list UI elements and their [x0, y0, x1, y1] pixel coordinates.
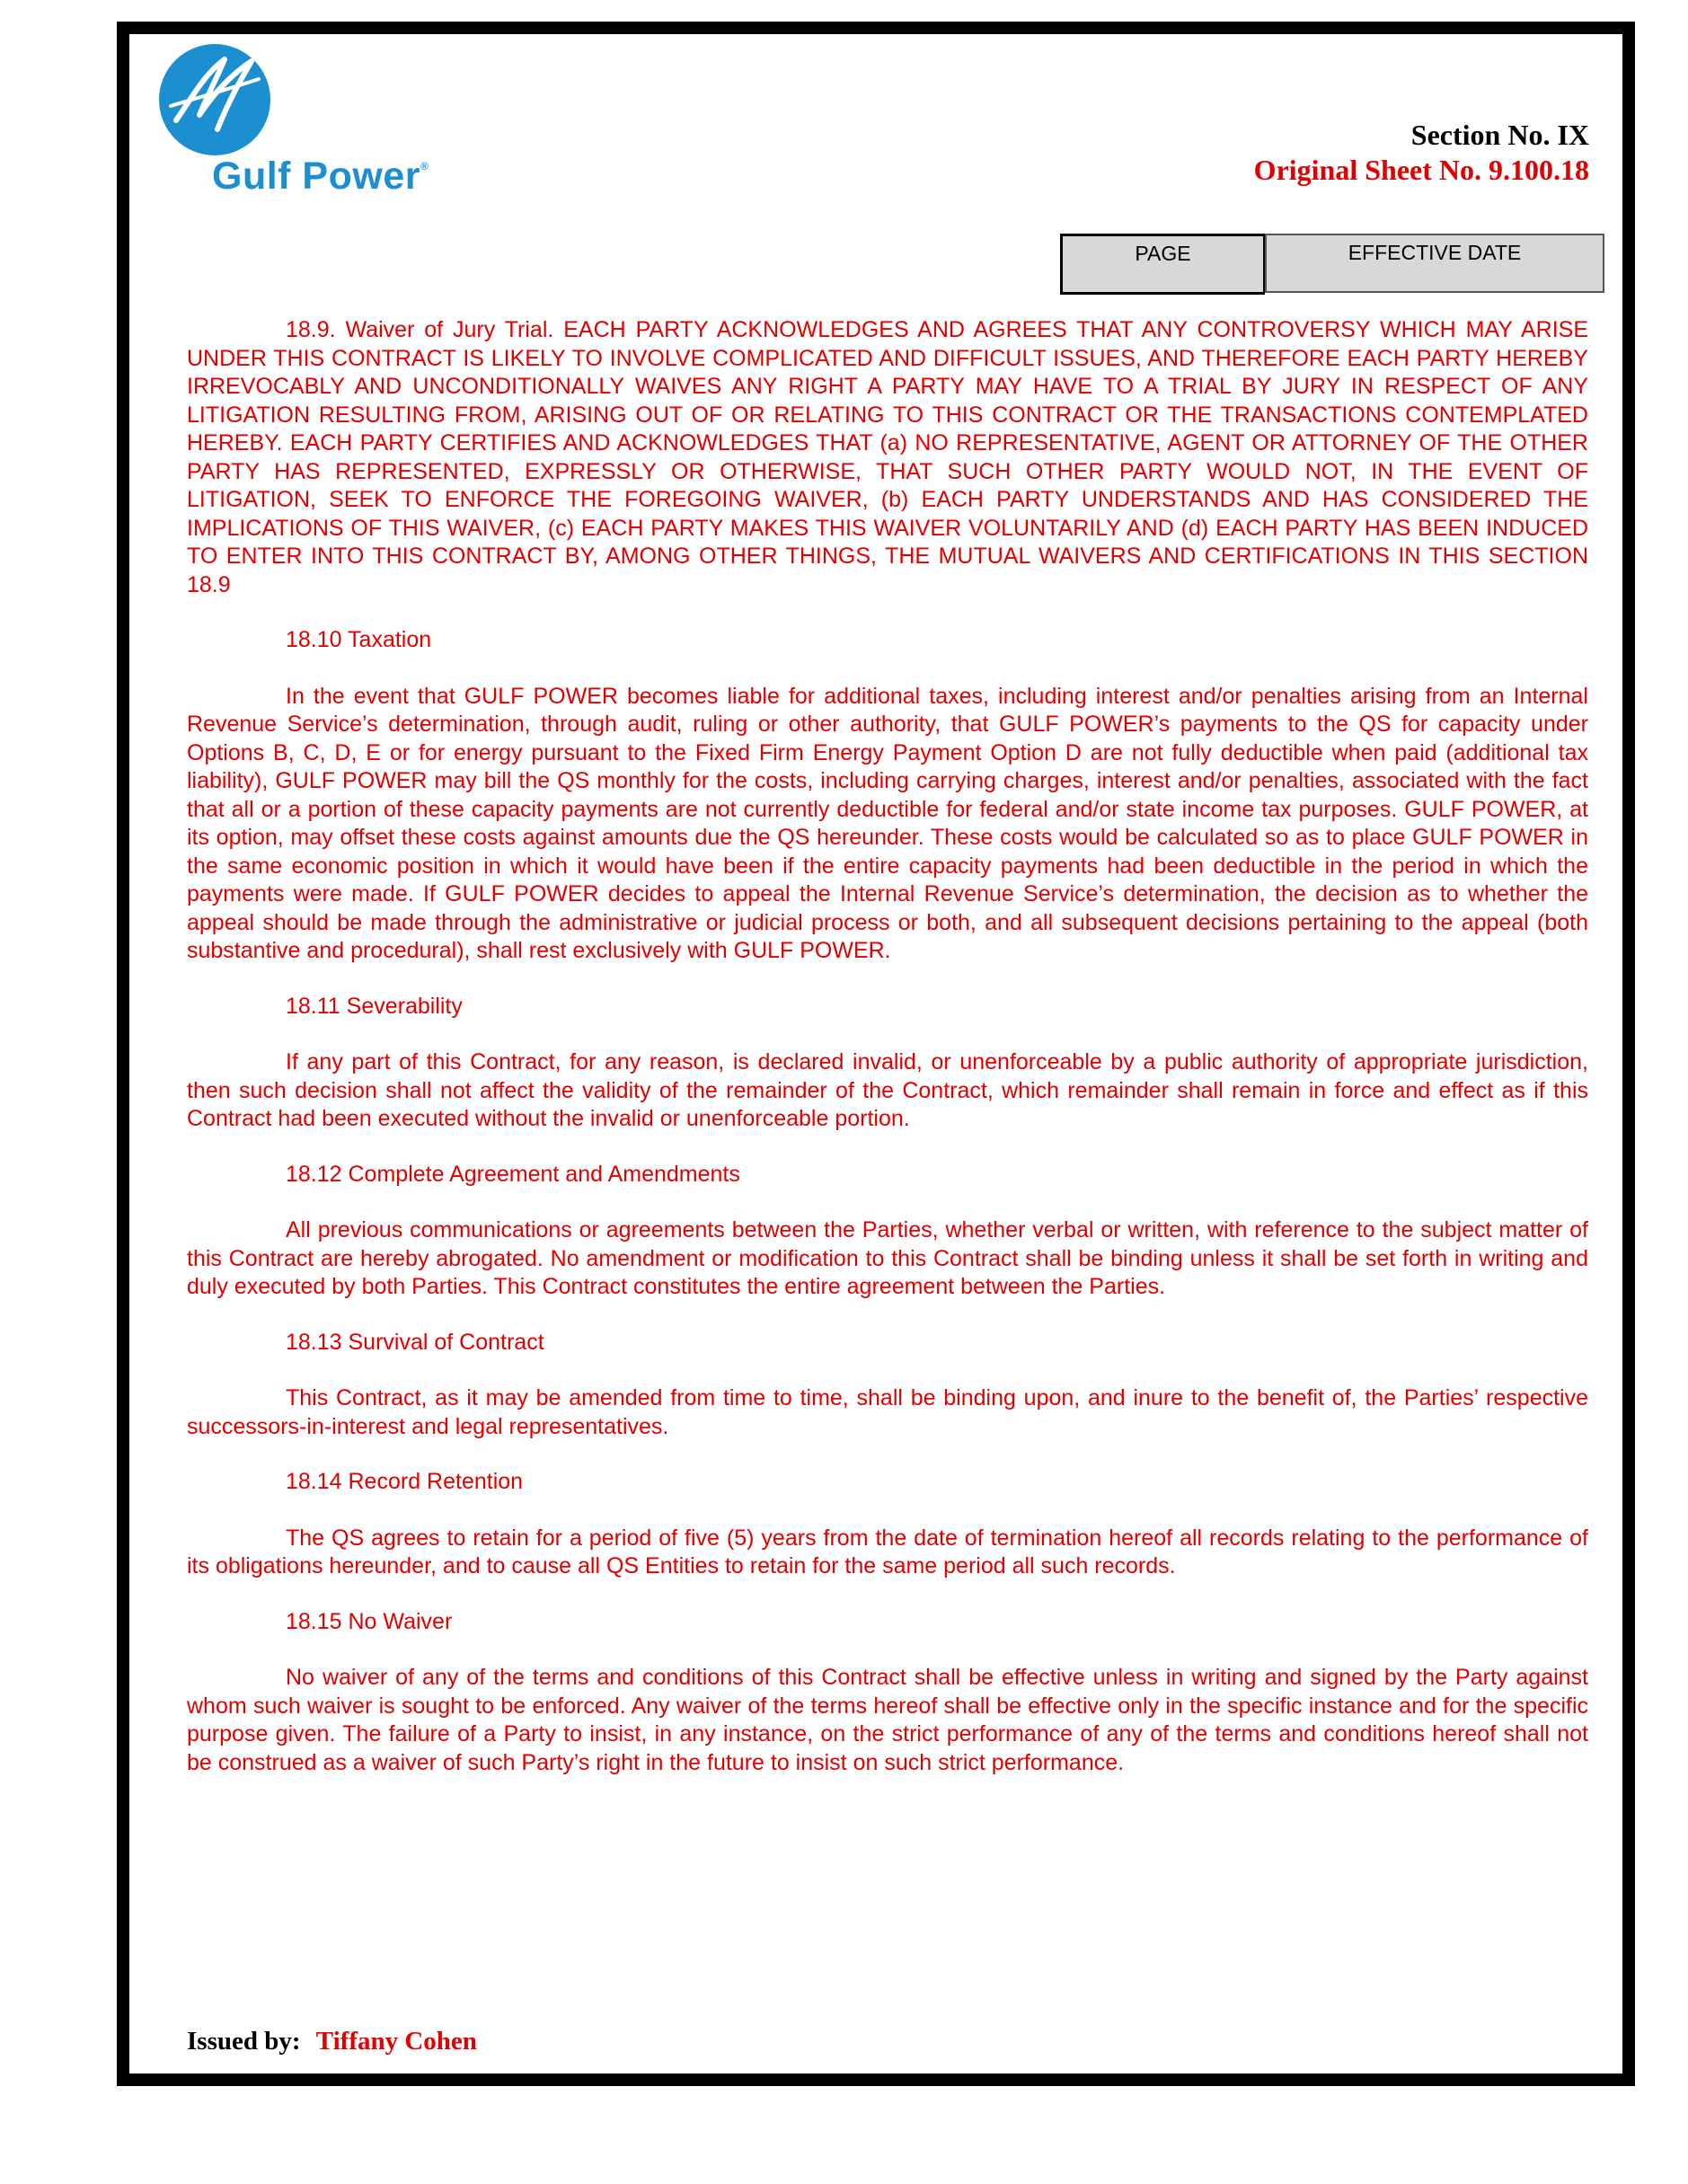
- paragraph-18-13: This Contract, as it may be amended from time to time, shall be binding upon, and inure to the benefit of, the Parties’ respective successors-in-interest and legal representatives.: [187, 1385, 1588, 1439]
- issued-by-label: Issued by:: [187, 2027, 301, 2056]
- issued-by-name: Tiffany Cohen: [315, 2027, 477, 2056]
- paragraph-18-14: The QS agrees to retain for a period of five (5) years from the date of termination hereof all records relating to the performance of its obligations hereunder, and to cause all QS Entities to retain for the same period all such records.: [187, 1525, 1588, 1578]
- issued-by: [187, 2027, 477, 2056]
- page-header-cell: PAGE: [1060, 234, 1265, 295]
- paragraph-18-9: 18.9. Waiver of Jury Trial. EACH PARTY ACKNOWLEDGES AND AGREES THAT ANY CONTROVERSY WHICH MAY ARISE UNDER THIS CONTRACT IS LIKELY TO INVOLVE COMPLICATED AND DIFFICULT ISSUES, AND THEREFORE EACH PARTY HEREBY IRREVOCABLY AND UNCONDITIONALLY WAIVES ANY RIGHT A PARTY MAY HAVE TO A TRIAL BY JURY IN RESPECT OF ANY LITIGATION RESULTING FROM, ARISING OUT OF OR RELATING TO THIS CONTRACT OR THE TRANSACTIONS CONTEMPLATED HEREBY. EACH PARTY CERTIFIES AND ACKNOWLEDGES THAT (a) NO REPRESENTATIVE, AGENT OR ATTORNEY OF THE OTHER PARTY HAS REPRESENTED, EXPRESSLY OR OTHERWISE, THAT SUCH OTHER PARTY WOULD NOT, IN THE EVENT OF LITIGATION, SEEK TO ENFORCE THE FOREGOING WAIVER, (b) EACH PARTY UNDERSTANDS AND HAS CONSIDERED THE IMPLICATIONS OF THIS WAIVER, (c) EACH PARTY MAKES THIS WAIVER VOLUNTARILY AND (d) EACH PARTY HAS BEEN INDUCED TO ENTER INTO THIS CONTRACT BY, AMONG OTHER THINGS, THE MUTUAL WAIVERS AND CERTIFICATIONS IN THIS SECTION 18.9: [187, 317, 1588, 597]
- heading-18-10: 18.10 Taxation: [286, 627, 432, 652]
- heading-18-15: 18.15 No Waiver: [286, 1608, 453, 1634]
- paragraph-18-10: In the event that GULF POWER becomes liable for additional taxes, including interest and/or penalties arising from an Internal Revenue Service’s determination, through audit, ruling or other authority, that GULF POWER’s payments to the QS for capacity under Options B, C, D, E or for energy pursuant to the Fixed Firm Energy Payment Option D are not fully deductible when paid (additional tax liability), GULF POWER may bill the QS monthly for the costs, including carrying charges, interest and/or penalties, associated with the fact that all or a portion of these capacity payments are not currently deductible for federal and/or state income tax purposes. GULF POWER, at its option, may offset these costs against amounts due the QS hereunder. These costs would be calculated so as to place GULF POWER in the same economic position in which it would have been if the entire capacity payments had been deductible in the period in which the payments were made. If GULF POWER decides to appeal the Internal Revenue Service’s determination, the decision as to whether the appeal should be made through the administrative or judicial process or both, and all subsequent decisions pertaining to the appeal (both substantive and procedural), shall rest exclusively with GULF POWER.: [187, 683, 1588, 963]
- heading-18-13: 18.13 Survival of Contract: [286, 1329, 544, 1355]
- effective-date-header-cell: EFFECTIVE DATE: [1265, 234, 1604, 293]
- heading-18-11: 18.11 Severability: [286, 993, 463, 1019]
- paragraph-18-11: If any part of this Contract, for any reason, is declared invalid, or unenforceable by a public authority of appropriate jurisdiction, then such decision shall not affect the validity of the remainder of the Contract, which remainder shall remain in force and effect as if this Contract had been executed without the invalid or unenforceable portion.: [187, 1049, 1588, 1131]
- heading-18-12: 18.12 Complete Agreement and Amendments: [286, 1161, 740, 1187]
- sheet-number: Original Sheet No. 9.100.18: [1253, 154, 1589, 186]
- paragraph-18-15: No waiver of any of the terms and conditions of this Contract shall be effective unless in writing and signed by the Party against whom such waiver is sought to be enforced. Any waiver of the terms hereof shall be effective only in the specific instance and for the specific purpose given. The failure of a Party to insist, in any instance, on the strict performance of any of the terms and conditions hereof shall not be construed as a waiver of such Party’s right in the future to insist on such strict performance.: [187, 1665, 1588, 1775]
- heading-18-14: 18.14 Record Retention: [286, 1469, 524, 1494]
- gulf-power-logo-icon: [158, 43, 271, 156]
- document-body: [187, 316, 1588, 1777]
- logo-wordmark: Gulf Power®: [212, 155, 429, 198]
- section-number: Section No. IX: [1410, 119, 1589, 151]
- paragraph-18-12: All previous communications or agreements between the Parties, whether verbal or written, with reference to the subject matter of this Contract are hereby abrogated. No amendment or modification to this Contract shall be binding unless it shall be set forth in writing and duly executed by both Parties. This Contract constitutes the entire agreement between the Parties.: [187, 1217, 1588, 1299]
- page-effective-date-table: [1060, 234, 1604, 295]
